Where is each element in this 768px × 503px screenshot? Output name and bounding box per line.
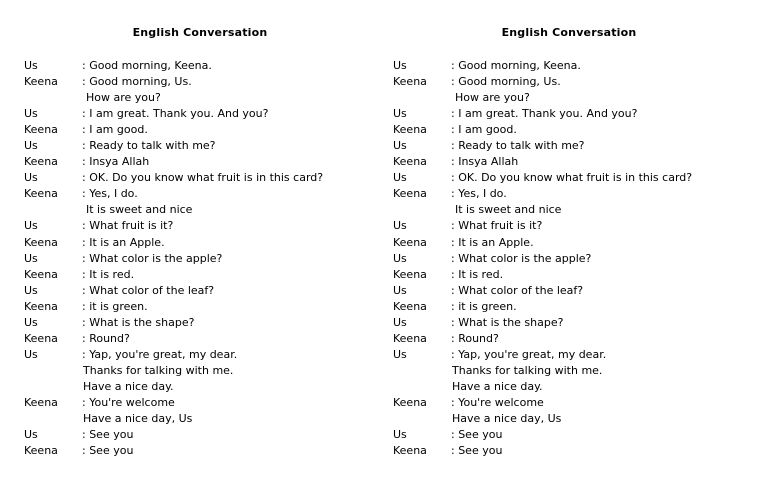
dialogue-text: : Insya Allah	[82, 155, 150, 169]
dialogue-line	[24, 122, 394, 138]
dialogue-line	[24, 90, 394, 106]
dialogue-text: : It is red.	[451, 267, 504, 281]
dialogue-text: : Good morning, Keena.	[82, 59, 212, 72]
dialogue-text: : It is an Apple.	[451, 235, 534, 249]
dialogue-line	[24, 154, 394, 170]
speaker-name: Keena	[393, 299, 427, 313]
speaker-name: Us	[24, 107, 38, 121]
dialogue-line	[393, 74, 763, 90]
dialogue-text: : Yes, I do.	[82, 187, 138, 201]
dialogue-text: : What color of the leaf?	[451, 283, 584, 297]
dialogue-line	[393, 443, 763, 459]
speaker-name: Keena	[24, 299, 58, 313]
dialogue-text: Thanks for talking with me.	[452, 363, 603, 377]
dialogue-text: : Ready to talk with me?	[451, 139, 585, 153]
dialogue-text: : Good morning, Us.	[451, 75, 561, 89]
dialogue-line	[24, 411, 394, 427]
dialogue-line	[393, 170, 763, 186]
dialogue-text: : You're welcome	[451, 395, 544, 409]
speaker-name: Us	[393, 139, 407, 153]
dialogue-line	[24, 443, 394, 459]
speaker-name: Keena	[393, 123, 427, 137]
speaker-name: Keena	[393, 187, 427, 201]
dialogue-line	[393, 363, 763, 379]
dialogue-text: : What fruit is it?	[82, 219, 174, 233]
speaker-name: Keena	[24, 75, 58, 89]
speaker-name: Us	[24, 171, 38, 185]
dialogue-line	[393, 267, 763, 283]
dialogue-line	[393, 411, 763, 427]
dialogue-text: : Yap, you're great, my dear.	[82, 347, 238, 361]
dialogue-line	[393, 202, 763, 218]
dialogue-line	[24, 74, 394, 90]
dialogue-line	[393, 251, 763, 267]
dialogue-text: : Round?	[82, 331, 130, 345]
speaker-name: Keena	[24, 444, 58, 458]
speaker-name: Us	[393, 251, 407, 265]
speaker-name: Keena	[393, 267, 427, 281]
dialogue-line	[24, 106, 394, 122]
conversation-lines	[24, 58, 394, 459]
dialogue-text: : It is red.	[82, 267, 135, 281]
dialogue-text: : What is the shape?	[451, 315, 564, 329]
dialogue-line	[24, 218, 394, 234]
dialogue-line	[24, 170, 394, 186]
dialogue-text: Have a nice day, Us	[452, 412, 562, 426]
dialogue-text: : I am good.	[82, 123, 148, 137]
speaker-name: Keena	[24, 235, 58, 249]
speaker-name: Us	[393, 283, 407, 297]
speaker-name: Us	[393, 107, 407, 121]
dialogue-line	[24, 251, 394, 267]
dialogue-line	[393, 122, 763, 138]
dialogue-text: : What color is the apple?	[451, 251, 592, 265]
dialogue-text: : Round?	[451, 331, 499, 345]
dialogue-line	[24, 267, 394, 283]
dialogue-text: Have a nice day.	[452, 379, 543, 393]
dialogue-text: : I am great. Thank you. And you?	[451, 107, 638, 121]
dialogue-text: Have a nice day, Us	[83, 412, 193, 426]
speaker-name: Keena	[393, 444, 427, 458]
dialogue-line	[393, 395, 763, 411]
dialogue-line	[24, 315, 394, 331]
speaker-name: Keena	[24, 155, 58, 169]
dialogue-text: : You're welcome	[82, 395, 175, 409]
speaker-name: Keena	[24, 395, 58, 409]
conversation-column-right	[393, 0, 763, 503]
speaker-name: Us	[24, 283, 38, 297]
dialogue-text: : What fruit is it?	[451, 219, 543, 233]
speaker-name: Us	[24, 347, 38, 361]
conversation-lines	[393, 58, 763, 459]
dialogue-line	[24, 347, 394, 363]
dialogue-text: : See you	[451, 428, 503, 442]
dialogue-line	[24, 331, 394, 347]
document-title: English Conversation	[501, 26, 637, 39]
speaker-name: Us	[24, 139, 38, 153]
dialogue-line	[24, 235, 394, 251]
dialogue-text: : What color of the leaf?	[82, 283, 215, 297]
dialogue-line	[393, 235, 763, 251]
dialogue-text: : What is the shape?	[82, 315, 195, 329]
dialogue-line	[393, 218, 763, 234]
dialogue-text: : OK. Do you know what fruit is in this card?	[451, 171, 693, 185]
dialogue-line	[393, 283, 763, 299]
speaker-name: Keena	[393, 331, 427, 345]
dialogue-line	[393, 154, 763, 170]
dialogue-text: : it is green.	[451, 299, 517, 313]
dialogue-line	[393, 186, 763, 202]
dialogue-line	[24, 138, 394, 154]
dialogue-text: : Yes, I do.	[451, 187, 507, 201]
speaker-name: Us	[24, 251, 38, 265]
document-title: English Conversation	[132, 26, 268, 39]
dialogue-line	[24, 186, 394, 202]
dialogue-text: : I am great. Thank you. And you?	[82, 107, 269, 121]
dialogue-line	[24, 299, 394, 315]
dialogue-text: How are you?	[455, 91, 530, 105]
dialogue-line	[24, 395, 394, 411]
dialogue-text: : It is an Apple.	[82, 235, 165, 249]
dialogue-text: It is sweet and nice	[455, 203, 562, 217]
speaker-name: Us	[24, 59, 38, 72]
dialogue-text: It is sweet and nice	[86, 203, 193, 217]
dialogue-line	[393, 315, 763, 331]
speaker-name: Keena	[24, 187, 58, 201]
dialogue-line	[393, 106, 763, 122]
dialogue-line	[393, 138, 763, 154]
dialogue-line	[24, 283, 394, 299]
speaker-name: Keena	[24, 267, 58, 281]
speaker-name: Us	[24, 219, 38, 233]
dialogue-text: : Ready to talk with me?	[82, 139, 216, 153]
dialogue-line	[24, 58, 394, 74]
speaker-name: Us	[393, 315, 407, 329]
speaker-name: Us	[24, 315, 38, 329]
speaker-name: Keena	[393, 75, 427, 89]
dialogue-line	[393, 427, 763, 443]
dialogue-text: : See you	[451, 444, 503, 458]
dialogue-text: How are you?	[86, 91, 161, 105]
conversation-column-left	[24, 0, 394, 503]
speaker-name: Keena	[24, 123, 58, 137]
speaker-name: Us	[393, 171, 407, 185]
dialogue-line	[393, 379, 763, 395]
dialogue-line	[393, 90, 763, 106]
dialogue-line	[24, 363, 394, 379]
dialogue-text: Thanks for talking with me.	[83, 363, 234, 377]
speaker-name: Us	[393, 428, 407, 442]
speaker-name: Keena	[393, 155, 427, 169]
dialogue-text: : I am good.	[451, 123, 517, 137]
dialogue-text: : Insya Allah	[451, 155, 519, 169]
dialogue-line	[24, 427, 394, 443]
dialogue-text: : Good morning, Keena.	[451, 59, 581, 72]
dialogue-text: : See you	[82, 428, 134, 442]
dialogue-line	[393, 331, 763, 347]
speaker-name: Us	[24, 428, 38, 442]
dialogue-line	[393, 299, 763, 315]
dialogue-line	[393, 58, 763, 74]
dialogue-text: Have a nice day.	[83, 379, 174, 393]
dialogue-text: : What color is the apple?	[82, 251, 223, 265]
dialogue-line	[24, 202, 394, 218]
dialogue-text: : OK. Do you know what fruit is in this card?	[82, 171, 324, 185]
speaker-name: Keena	[24, 331, 58, 345]
dialogue-text: : See you	[82, 444, 134, 458]
dialogue-text: : it is green.	[82, 299, 148, 313]
speaker-name: Us	[393, 59, 407, 72]
speaker-name: Keena	[393, 235, 427, 249]
dialogue-line	[393, 347, 763, 363]
speaker-name: Us	[393, 347, 407, 361]
dialogue-text: : Good morning, Us.	[82, 75, 192, 89]
dialogue-line	[24, 379, 394, 395]
speaker-name: Keena	[393, 395, 427, 409]
speaker-name: Us	[393, 219, 407, 233]
dialogue-text: : Yap, you're great, my dear.	[451, 347, 607, 361]
